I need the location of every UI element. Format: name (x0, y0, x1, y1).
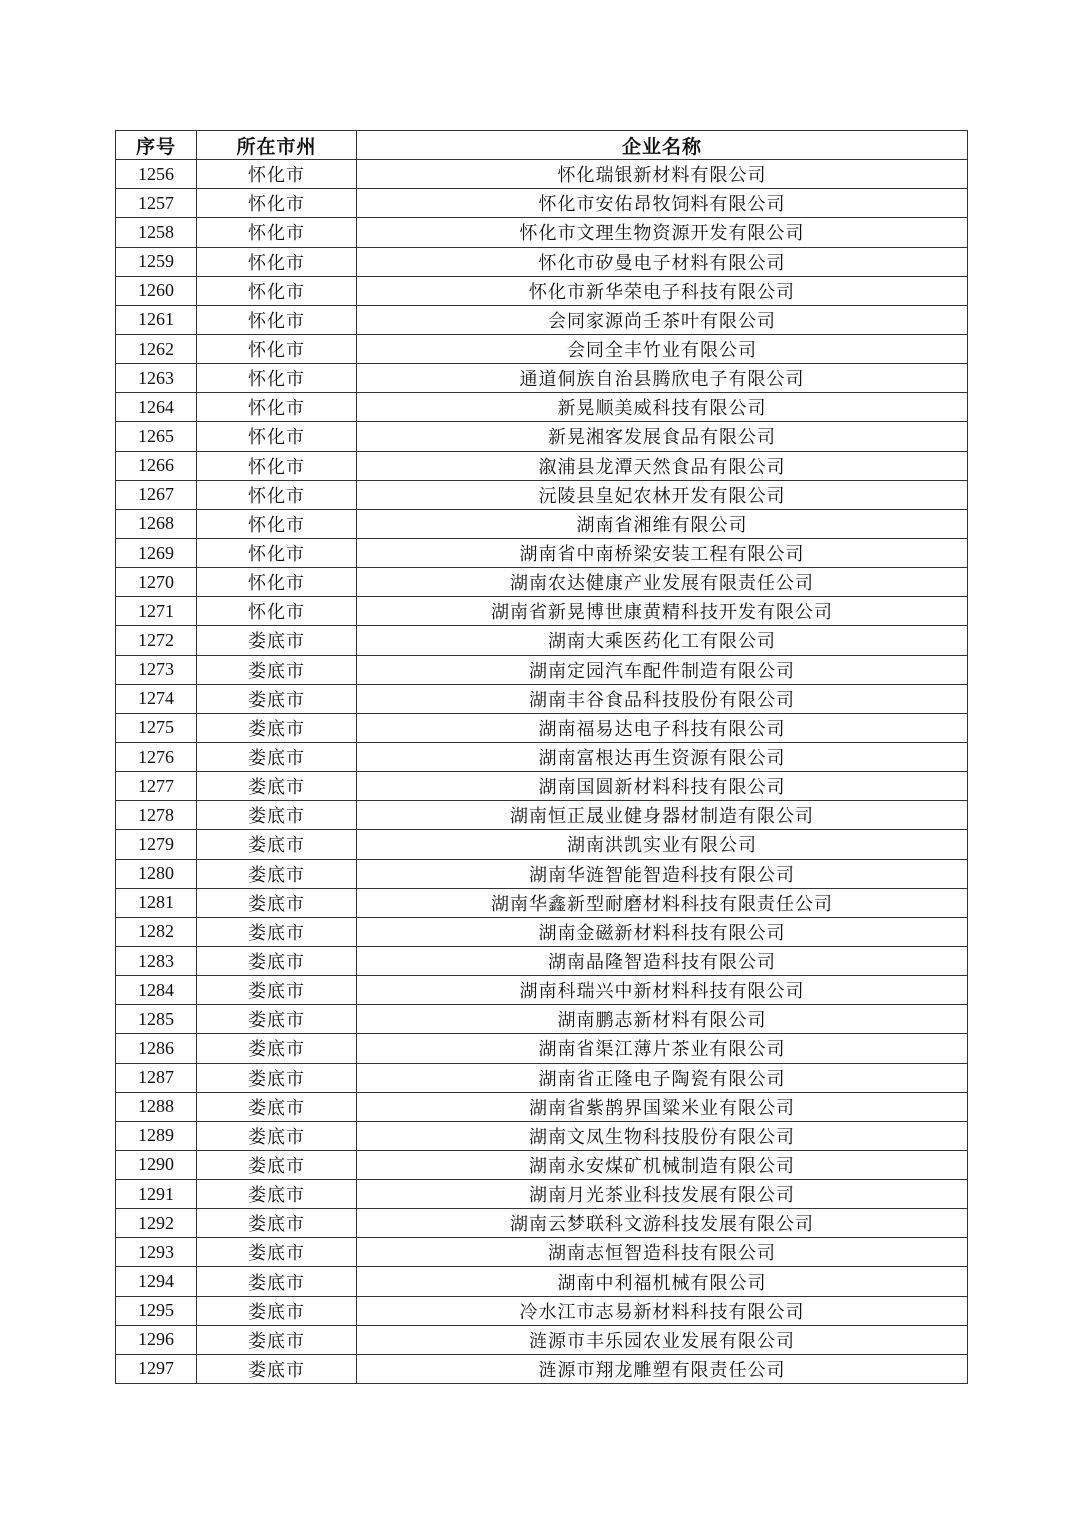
row-company-name: 通道侗族自治县腾欣电子有限公司 (357, 364, 968, 393)
row-company-name: 湖南省紫鹊界国粱米业有限公司 (357, 1092, 968, 1121)
row-company-name: 湖南定园汽车配件制造有限公司 (357, 655, 968, 684)
row-number: 1284 (116, 976, 197, 1005)
table-row (116, 917, 968, 946)
table-row (116, 1209, 968, 1238)
row-number: 1270 (116, 568, 197, 597)
row-city: 娄底市 (197, 1296, 357, 1325)
row-number: 1291 (116, 1180, 197, 1209)
table-row (116, 422, 968, 451)
table-row (116, 976, 968, 1005)
row-number: 1261 (116, 305, 197, 334)
row-company-name: 湖南富根达再生资源有限公司 (357, 742, 968, 771)
row-number: 1292 (116, 1209, 197, 1238)
row-city: 娄底市 (197, 713, 357, 742)
row-city: 娄底市 (197, 1063, 357, 1092)
table-row (116, 160, 968, 189)
table-row (116, 509, 968, 538)
row-city: 怀化市 (197, 451, 357, 480)
header-company-name: 企业名称 (357, 131, 968, 160)
row-number: 1269 (116, 538, 197, 567)
row-city: 娄底市 (197, 917, 357, 946)
row-company-name: 湖南中利福机械有限公司 (357, 1267, 968, 1296)
row-number: 1263 (116, 364, 197, 393)
table-row (116, 1092, 968, 1121)
table-row (116, 334, 968, 363)
row-company-name: 怀化市安佑昂牧饲料有限公司 (357, 189, 968, 218)
row-company-name: 湖南省中南桥梁安装工程有限公司 (357, 538, 968, 567)
row-city: 娄底市 (197, 742, 357, 771)
table-row (116, 1325, 968, 1354)
row-city: 怀化市 (197, 568, 357, 597)
table-row (116, 655, 968, 684)
row-company-name: 湖南金磁新材料科技有限公司 (357, 917, 968, 946)
table-row (116, 393, 968, 422)
table-row (116, 1267, 968, 1296)
table-row (116, 1150, 968, 1179)
row-company-name: 湖南国圆新材料科技有限公司 (357, 772, 968, 801)
row-number: 1295 (116, 1296, 197, 1325)
row-company-name: 湖南恒正晟业健身器材制造有限公司 (357, 801, 968, 830)
row-city: 娄底市 (197, 888, 357, 917)
row-city: 怀化市 (197, 509, 357, 538)
table-row (116, 189, 968, 218)
row-city: 娄底市 (197, 655, 357, 684)
row-company-name: 湖南丰谷食品科技股份有限公司 (357, 684, 968, 713)
table-row (116, 1121, 968, 1150)
row-company-name: 湖南福易达电子科技有限公司 (357, 713, 968, 742)
table-row (116, 364, 968, 393)
row-city: 怀化市 (197, 218, 357, 247)
row-company-name: 湖南科瑞兴中新材料科技有限公司 (357, 976, 968, 1005)
row-city: 怀化市 (197, 480, 357, 509)
table-row (116, 1180, 968, 1209)
row-number: 1289 (116, 1121, 197, 1150)
table-row (116, 1034, 968, 1063)
header-city: 所在市州 (197, 131, 357, 160)
row-number: 1274 (116, 684, 197, 713)
row-city: 怀化市 (197, 247, 357, 276)
row-number: 1271 (116, 597, 197, 626)
row-number: 1281 (116, 888, 197, 917)
row-number: 1276 (116, 742, 197, 771)
row-city: 怀化市 (197, 305, 357, 334)
row-city: 怀化市 (197, 393, 357, 422)
table-row (116, 684, 968, 713)
table-row (116, 946, 968, 975)
table-row (116, 568, 968, 597)
table-row (116, 859, 968, 888)
row-company-name: 湖南鹏志新材料有限公司 (357, 1005, 968, 1034)
row-city: 怀化市 (197, 364, 357, 393)
row-company-name: 湖南永安煤矿机械制造有限公司 (357, 1150, 968, 1179)
row-company-name: 湖南省新晃博世康黄精科技开发有限公司 (357, 597, 968, 626)
enterprise-table (115, 130, 968, 1384)
row-number: 1286 (116, 1034, 197, 1063)
table-row (116, 626, 968, 655)
row-number: 1259 (116, 247, 197, 276)
row-number: 1296 (116, 1325, 197, 1354)
row-number: 1260 (116, 276, 197, 305)
row-company-name: 涟源市翔龙雕塑有限责任公司 (357, 1354, 968, 1383)
row-company-name: 湖南华鑫新型耐磨材料科技有限责任公司 (357, 888, 968, 917)
table-row (116, 1296, 968, 1325)
row-number: 1258 (116, 218, 197, 247)
row-city: 娄底市 (197, 1325, 357, 1354)
row-company-name: 怀化市文理生物资源开发有限公司 (357, 218, 968, 247)
row-number: 1287 (116, 1063, 197, 1092)
row-city: 怀化市 (197, 538, 357, 567)
table-row (116, 480, 968, 509)
row-company-name: 湖南省正隆电子陶瓷有限公司 (357, 1063, 968, 1092)
row-city: 娄底市 (197, 1092, 357, 1121)
row-city: 怀化市 (197, 334, 357, 363)
row-company-name: 湖南农达健康产业发展有限责任公司 (357, 568, 968, 597)
row-city: 怀化市 (197, 276, 357, 305)
row-number: 1280 (116, 859, 197, 888)
row-city: 娄底市 (197, 801, 357, 830)
table-row (116, 772, 968, 801)
row-company-name: 湖南云梦联科文游科技发展有限公司 (357, 1209, 968, 1238)
table-row (116, 888, 968, 917)
row-city: 娄底市 (197, 946, 357, 975)
row-company-name: 湖南文凤生物科技股份有限公司 (357, 1121, 968, 1150)
row-number: 1262 (116, 334, 197, 363)
row-number: 1285 (116, 1005, 197, 1034)
row-city: 怀化市 (197, 422, 357, 451)
row-number: 1297 (116, 1354, 197, 1383)
row-company-name: 怀化市新华荣电子科技有限公司 (357, 276, 968, 305)
row-city: 娄底市 (197, 1034, 357, 1063)
row-company-name: 溆浦县龙潭天然食品有限公司 (357, 451, 968, 480)
table-row (116, 1238, 968, 1267)
table-row (116, 830, 968, 859)
row-company-name: 会同家源尚壬茶叶有限公司 (357, 305, 968, 334)
row-city: 娄底市 (197, 1180, 357, 1209)
row-company-name: 湖南洪凯实业有限公司 (357, 830, 968, 859)
row-city: 娄底市 (197, 1150, 357, 1179)
row-number: 1257 (116, 189, 197, 218)
row-number: 1277 (116, 772, 197, 801)
row-company-name: 新晃湘客发展食品有限公司 (357, 422, 968, 451)
row-number: 1283 (116, 946, 197, 975)
row-number: 1278 (116, 801, 197, 830)
table-row (116, 1005, 968, 1034)
table-row (116, 801, 968, 830)
row-city: 娄底市 (197, 1238, 357, 1267)
row-number: 1272 (116, 626, 197, 655)
row-city: 娄底市 (197, 772, 357, 801)
row-number: 1256 (116, 160, 197, 189)
row-city: 怀化市 (197, 597, 357, 626)
table-row (116, 451, 968, 480)
row-company-name: 湖南月光茶业科技发展有限公司 (357, 1180, 968, 1209)
row-city: 娄底市 (197, 1354, 357, 1383)
row-company-name: 湖南华涟智能智造科技有限公司 (357, 859, 968, 888)
row-company-name: 怀化市矽曼电子材料有限公司 (357, 247, 968, 276)
row-city: 娄底市 (197, 859, 357, 888)
row-city: 娄底市 (197, 684, 357, 713)
row-company-name: 涟源市丰乐园农业发展有限公司 (357, 1325, 968, 1354)
row-company-name: 冷水江市志易新材料科技有限公司 (357, 1296, 968, 1325)
row-number: 1273 (116, 655, 197, 684)
table-row (116, 597, 968, 626)
row-company-name: 会同全丰竹业有限公司 (357, 334, 968, 363)
row-number: 1290 (116, 1150, 197, 1179)
row-city: 娄底市 (197, 1005, 357, 1034)
table-row (116, 247, 968, 276)
row-company-name: 沅陵县皇妃农林开发有限公司 (357, 480, 968, 509)
table-row (116, 305, 968, 334)
row-number: 1294 (116, 1267, 197, 1296)
row-number: 1265 (116, 422, 197, 451)
row-company-name: 新晃顺美威科技有限公司 (357, 393, 968, 422)
row-company-name: 怀化瑞银新材料有限公司 (357, 160, 968, 189)
row-number: 1266 (116, 451, 197, 480)
table-row (116, 276, 968, 305)
table-row (116, 218, 968, 247)
row-number: 1267 (116, 480, 197, 509)
row-number: 1288 (116, 1092, 197, 1121)
row-company-name: 湖南省湘维有限公司 (357, 509, 968, 538)
row-number: 1264 (116, 393, 197, 422)
table-row (116, 742, 968, 771)
header-number: 序号 (116, 131, 197, 160)
table-row (116, 1354, 968, 1383)
row-company-name: 湖南晶隆智造科技有限公司 (357, 946, 968, 975)
table-header-row (116, 131, 968, 160)
row-number: 1275 (116, 713, 197, 742)
row-number: 1282 (116, 917, 197, 946)
row-city: 娄底市 (197, 830, 357, 859)
row-city: 娄底市 (197, 976, 357, 1005)
row-city: 怀化市 (197, 189, 357, 218)
row-number: 1279 (116, 830, 197, 859)
row-company-name: 湖南志恒智造科技有限公司 (357, 1238, 968, 1267)
row-city: 娄底市 (197, 626, 357, 655)
row-company-name: 湖南省渠江薄片茶业有限公司 (357, 1034, 968, 1063)
table-row (116, 713, 968, 742)
table-body (116, 160, 968, 1384)
row-city: 娄底市 (197, 1209, 357, 1238)
table-row (116, 1063, 968, 1092)
row-number: 1293 (116, 1238, 197, 1267)
row-city: 怀化市 (197, 160, 357, 189)
row-city: 娄底市 (197, 1121, 357, 1150)
row-company-name: 湖南大乘医药化工有限公司 (357, 626, 968, 655)
row-city: 娄底市 (197, 1267, 357, 1296)
row-number: 1268 (116, 509, 197, 538)
table-row (116, 538, 968, 567)
